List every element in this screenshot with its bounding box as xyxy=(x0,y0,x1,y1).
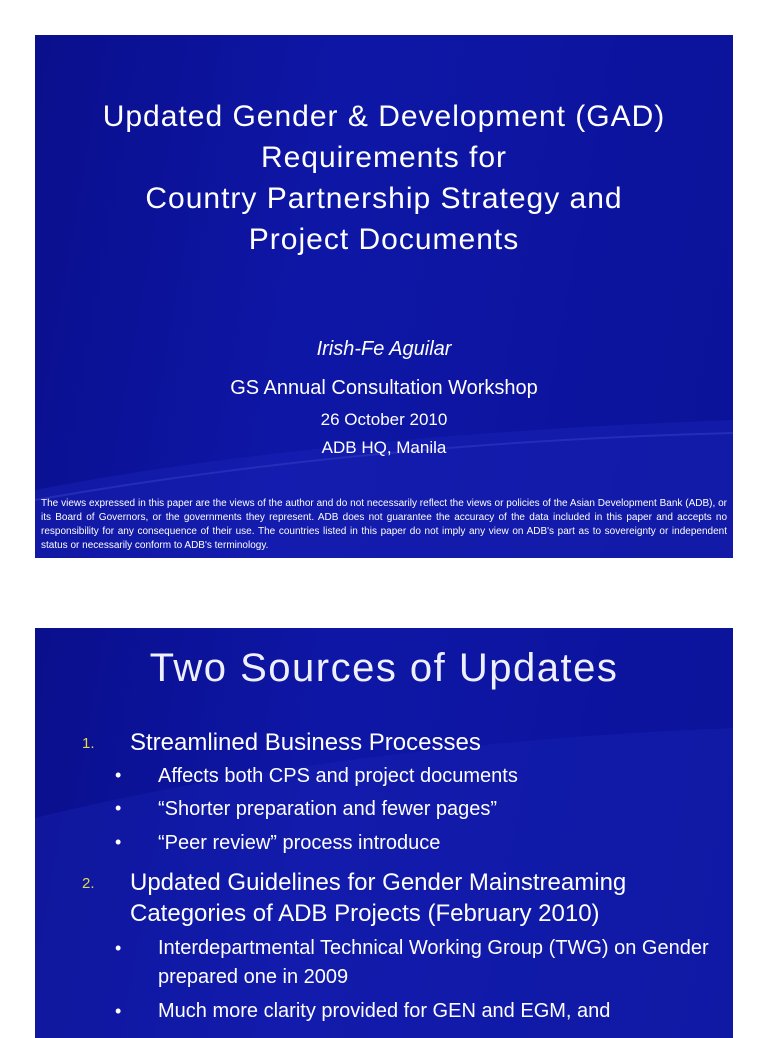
bullet-icon: • xyxy=(115,938,122,958)
event-name: GS Annual Consultation Workshop xyxy=(230,377,538,399)
sub-list-item: “Shorter preparation and fewer pages” xyxy=(158,798,498,820)
bullet-icon: • xyxy=(115,832,122,852)
sub-list-item: Much more clarity provided for GEN and EGM, and xyxy=(158,1000,611,1022)
title-slide xyxy=(35,35,733,558)
sub-list-item: Interdepartmental Technical Working Group (TWG) on Gender prepared one in 2009 xyxy=(158,937,709,988)
content-slide xyxy=(35,628,733,1038)
sub-list-item: “Peer review” process introduce xyxy=(158,832,441,854)
bullet-icon: • xyxy=(115,765,122,785)
bullet-icon: • xyxy=(115,798,122,818)
title-line: Requirements for xyxy=(260,141,508,174)
updates-list xyxy=(35,628,733,1038)
event-location: ADB HQ, Manila xyxy=(321,438,447,457)
title-line: Project Documents xyxy=(248,223,520,256)
disclaimer-text: The views expressed in this paper are the views of the author and do not necessarily reflect the views or policies of the Asian Development Bank (ADB), or its Board of Governors, or the governments they represent. ADB does not guarantee the accuracy of the data included in this paper and accepts no responsibility for any consequence of their use. The countries listed in this paper do not imply any view on ADB's part as to sovereignty or independent status or necessarily conform to ADB's terminology. xyxy=(41,498,727,551)
event-date: 26 October 2010 xyxy=(320,410,448,429)
title-line: Updated Gender & Development (GAD) xyxy=(102,100,666,133)
list-item: Updated Guidelines for Gender Mainstreaming Categories of ADB Projects (February 2010) xyxy=(130,869,627,927)
title-line: Country Partnership Strategy and xyxy=(145,182,623,215)
slide-title: Two Sources of Updates xyxy=(149,646,619,690)
sub-list-item: Affects both CPS and project documents xyxy=(158,765,518,787)
slide-title xyxy=(35,96,733,260)
bullet-icon: • xyxy=(115,1001,122,1021)
author-name: Irish-Fe Aguilar xyxy=(316,338,452,360)
list-number: 1. xyxy=(82,735,95,752)
list-item: Streamlined Business Processes xyxy=(130,729,481,756)
list-number: 2. xyxy=(82,875,95,892)
